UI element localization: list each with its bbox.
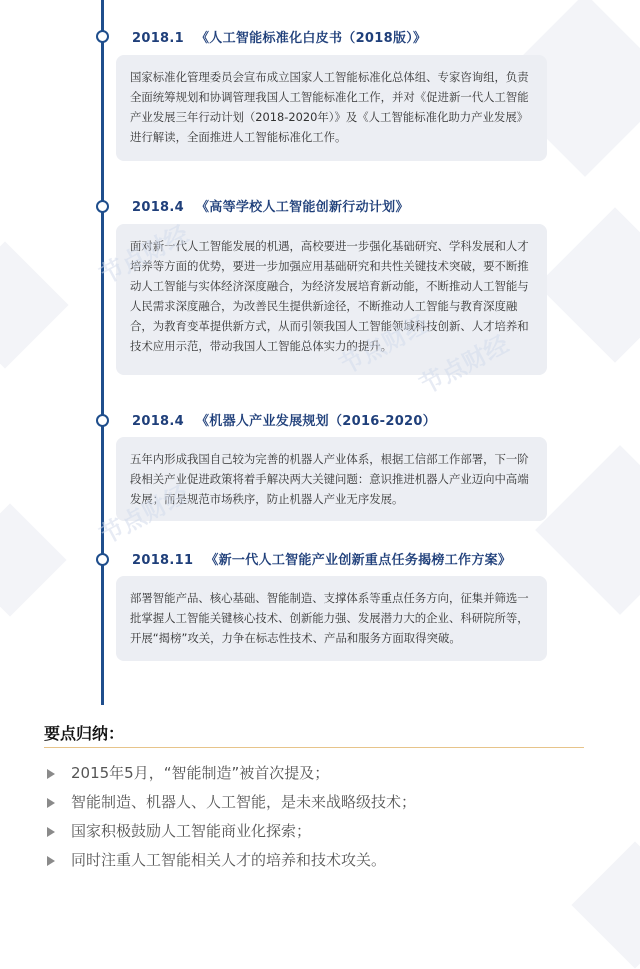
background-diamond [0, 241, 69, 368]
summary-item-text: 国家积极鼓励人工智能商业化探索； [71, 822, 312, 840]
timeline-entry-title [132, 27, 426, 46]
timeline-dot [96, 553, 109, 566]
timeline-entry-card: 国家标准化管理委员会宣布成立国家人工智能标准化总体组、专家咨询组，负责全面统筹规划和协调管理我国人工智能标准化工作，并对《促进新一代人工智能产业发展三年行动计划（2018-2020年）》及《人工智能标准化助力产业发展》进行解读，全面推进人工智能标准化工作。 [116, 55, 547, 161]
arrow-bullet-icon [47, 827, 55, 837]
entry-date: 2018.11 [132, 553, 194, 568]
entry-date: 2018.1 [132, 31, 184, 46]
timeline-dot [96, 30, 109, 43]
timeline-line [101, 0, 104, 705]
summary-item-text: 同时注重人工智能相关人才的培养和技术攻关。 [71, 851, 387, 869]
background-diamond [537, 207, 640, 363]
summary-item [44, 759, 416, 788]
summary-item [44, 788, 416, 817]
entry-document-name: 《人工智能标准化白皮书（2018版）》 [195, 31, 427, 46]
timeline-entry-card: 五年内形成我国自己较为完善的机器人产业体系，根据工信部工作部署，下一阶段相关产业促进政策将着手解决两大关键问题：意识推进机器人产业迈向中高端发展；而是规范市场秩序，防止机器人产业无序发展。 [116, 437, 547, 521]
entry-document-name: 《新一代人工智能产业创新重点任务揭榜工作方案》 [205, 553, 512, 568]
arrow-bullet-icon [47, 856, 55, 866]
watermark: 节点财经 [95, 219, 194, 290]
summary-item-text: 智能制造、机器人、人工智能，是未来战略级技术； [71, 793, 417, 811]
summary-item [44, 846, 416, 875]
entry-document-name: 《高等学校人工智能创新行动计划》 [195, 200, 409, 215]
arrow-bullet-icon [47, 798, 55, 808]
timeline-entry-title [132, 549, 511, 568]
entry-date: 2018.4 [132, 414, 184, 429]
timeline-entry-card: 部署智能产品、核心基础、智能制造、支撑体系等重点任务方向，征集并筛选一批掌握人工智能关键核心技术、创新能力强、发展潜力大的企业、科研院所等，开展“揭榜”攻关，力争在标志性技术、产品和服务方面取得突破。 [116, 576, 547, 661]
summary-heading: 要点归纳： [44, 724, 125, 743]
summary-item-text: 2015年5月，“智能制造”被首次提及； [71, 764, 330, 782]
watermark: 节点财经 [335, 309, 434, 380]
background-diamond [535, 445, 640, 615]
background-diamond [571, 841, 640, 968]
entry-date: 2018.4 [132, 200, 184, 215]
watermark: 节点财经 [415, 329, 514, 400]
timeline-dot [96, 414, 109, 427]
entry-document-name: 《机器人产业发展规划（2016-2020） [195, 414, 437, 429]
background-diamond [0, 503, 67, 616]
summary-list [44, 759, 416, 875]
timeline-entry-card: 面对新一代人工智能发展的机遇，高校要进一步强化基础研究、学科发展和人才培养等方面的优势，要进一步加强应用基础研究和共性关键技术突破，要不断推动人工智能与实体经济深度融合，为经济发展培育新动能，不断推动人工智能与人民需求深度融合，为改善民生提供新途径，不断推动人工智能与教育深度融合，为教育变革提供新方式，从而引领我国人工智能领域科技创新、人才培养和技术应用示范，带动我国人工智能总体实力的提升。 [116, 224, 547, 375]
arrow-bullet-icon [47, 769, 55, 779]
timeline-dot [96, 200, 109, 213]
watermark: 节点财经 [95, 479, 194, 550]
timeline-entry-title [132, 196, 409, 215]
summary-item [44, 817, 416, 846]
timeline-entry-title [132, 410, 436, 429]
summary-divider [44, 747, 584, 748]
